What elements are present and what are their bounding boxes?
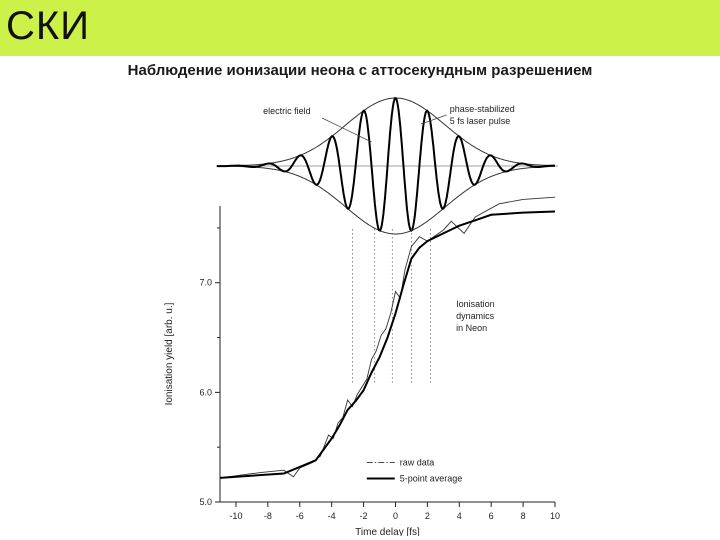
x-tick-label: 2 bbox=[424, 511, 430, 521]
plot-annotation: Ionisation bbox=[456, 298, 495, 309]
y-tick-label: 5.0 bbox=[199, 497, 212, 507]
x-tick-label: 10 bbox=[549, 511, 561, 521]
y-axis-label: Ionisation yield [arb. u.] bbox=[164, 302, 175, 406]
x-axis-label: Time delay [fs] bbox=[355, 527, 420, 536]
annotation-electric-field: electric field bbox=[263, 106, 311, 116]
x-tick-label: -8 bbox=[263, 511, 272, 521]
x-tick-label: -4 bbox=[327, 511, 336, 521]
legend-label-5-point-average: 5-point average bbox=[399, 473, 463, 484]
x-tick-label: -6 bbox=[295, 511, 304, 521]
x-tick-label: 8 bbox=[520, 511, 526, 521]
annotation-laser-pulse: 5 fs laser pulse bbox=[449, 116, 511, 126]
plot-annotation: in Neon bbox=[456, 322, 488, 333]
header-bar bbox=[0, 0, 720, 56]
ionisation-plot bbox=[164, 197, 560, 536]
plot-annotation: dynamics bbox=[456, 310, 495, 321]
y-tick-label: 7.0 bbox=[199, 277, 212, 288]
x-tick-label: 6 bbox=[488, 511, 494, 521]
legend-label-raw-data: raw data bbox=[399, 457, 435, 468]
x-tick-label: 4 bbox=[456, 511, 462, 521]
figure bbox=[150, 84, 570, 536]
y-tick-label: 6.0 bbox=[199, 387, 212, 398]
x-tick-label: 0 bbox=[392, 511, 398, 521]
x-tick-label: -10 bbox=[229, 511, 243, 521]
slide-subtitle: Наблюдение ионизации неона с аттосекундным разрешением bbox=[127, 62, 593, 79]
x-tick-label: -2 bbox=[359, 511, 368, 521]
series-5-point-average bbox=[220, 212, 555, 478]
header-title: СКИ bbox=[6, 4, 90, 48]
annotation-phase-stabilized: phase-stabilized bbox=[449, 104, 515, 114]
